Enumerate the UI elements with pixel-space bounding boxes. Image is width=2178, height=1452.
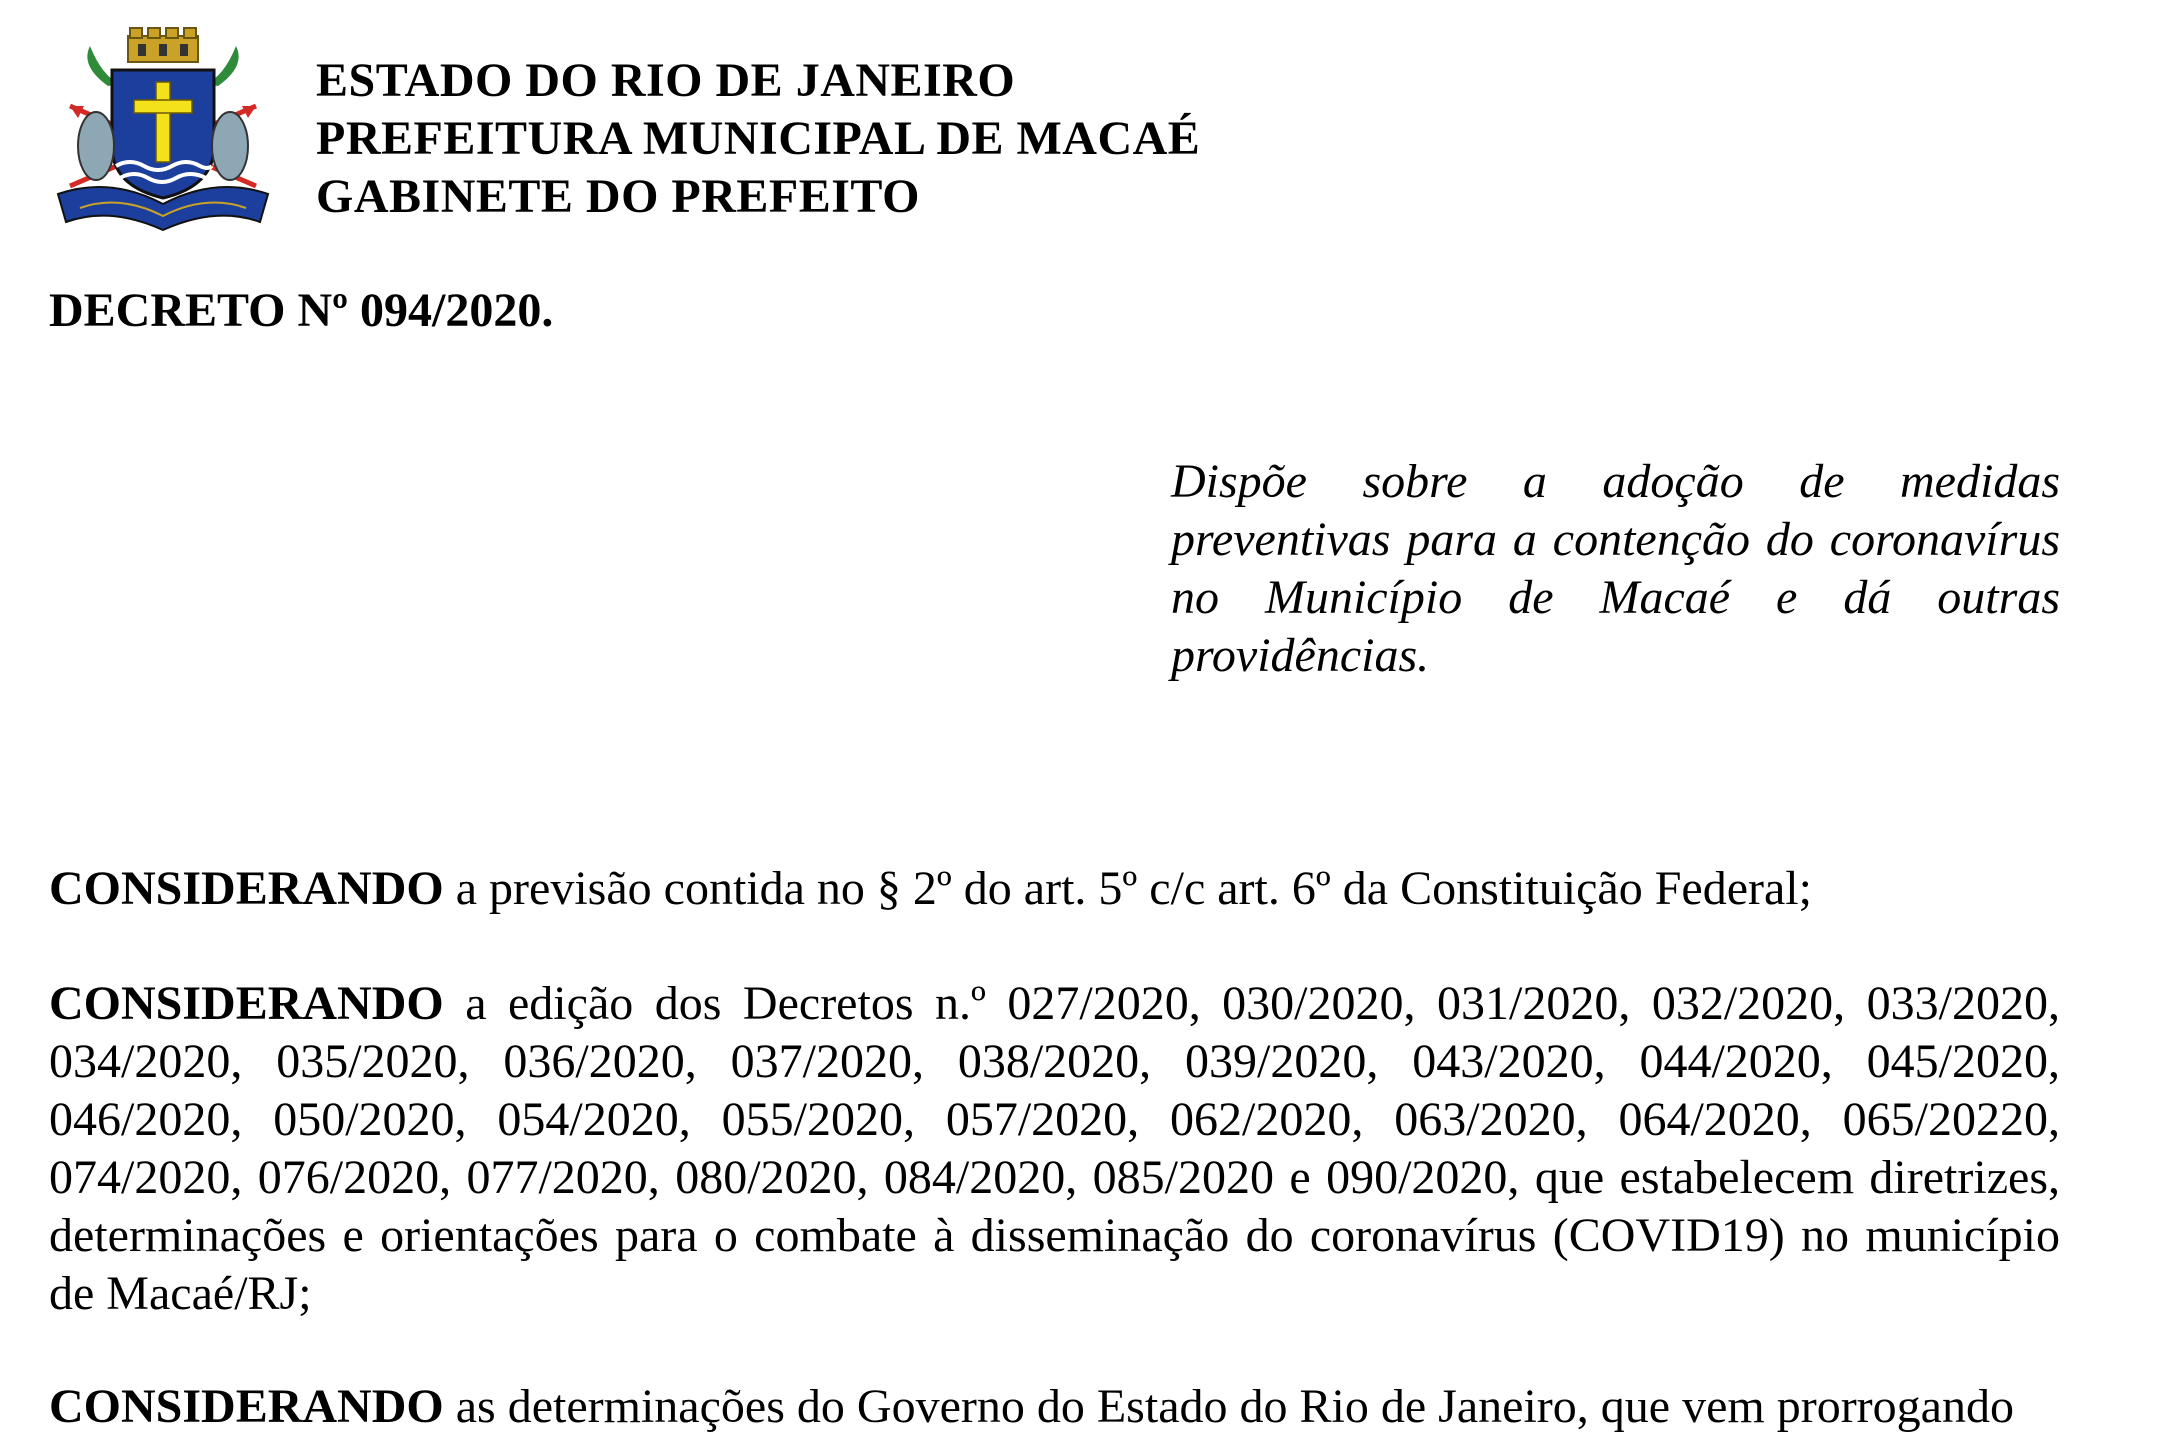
document-header	[316, 52, 1200, 226]
paragraph-2	[49, 975, 2060, 1323]
paragraph-3-lead: CONSIDERANDO	[49, 1380, 444, 1433]
header-prefecture: PREFEITURA MUNICIPAL DE MACAÉ	[316, 112, 1201, 165]
paragraph-2-lead: CONSIDERANDO	[49, 977, 444, 1030]
header-state: ESTADO DO RIO DE JANEIRO	[316, 54, 1016, 107]
coat-of-arms-icon	[50, 26, 276, 232]
paragraph-3-text: as determinações do Governo do Estado do Rio de Janeiro, que vem prorrogando	[443, 1380, 2014, 1433]
paragraph-1-text: a previsão contida no § 2º do art. 5º c/c art. 6º da Constituição Federal;	[443, 862, 1812, 915]
paragraph-2-text: a edição dos Decretos n.º 027/2020, 030/2020, 031/2020, 032/2020, 033/2020, 034/2020, 035/2020, 036/2020, 037/2020, 038/2020, 039/2020, 043/2020, 044/2020, 045/2020, 046/2020, 050/2020, 054/2020, 055/2020, 057/2020, 062/2020, 063/2020, 064/2020, 065/20220, 074/2020, 076/2020, 077/2020, 080/2020, 084/2020, 085/2020 e 090/2020, que estabelecem diretrizes, determinações e orientações para o combate à disseminação do coronavírus (COVID19) no município de Macaé/RJ;	[49, 977, 2060, 1320]
paragraph-3	[49, 1378, 2060, 1436]
paragraph-1	[49, 860, 2060, 918]
paragraph-1-lead: CONSIDERANDO	[49, 862, 444, 915]
header-office: GABINETE DO PREFEITO	[316, 170, 920, 223]
decree-summary: Dispõe sobre a adoção de medidas preventivas para a contenção do coronavírus no Município de Macaé e dá outras providências.	[1171, 455, 2060, 682]
decree-title: DECRETO Nº 094/2020.	[49, 284, 554, 337]
